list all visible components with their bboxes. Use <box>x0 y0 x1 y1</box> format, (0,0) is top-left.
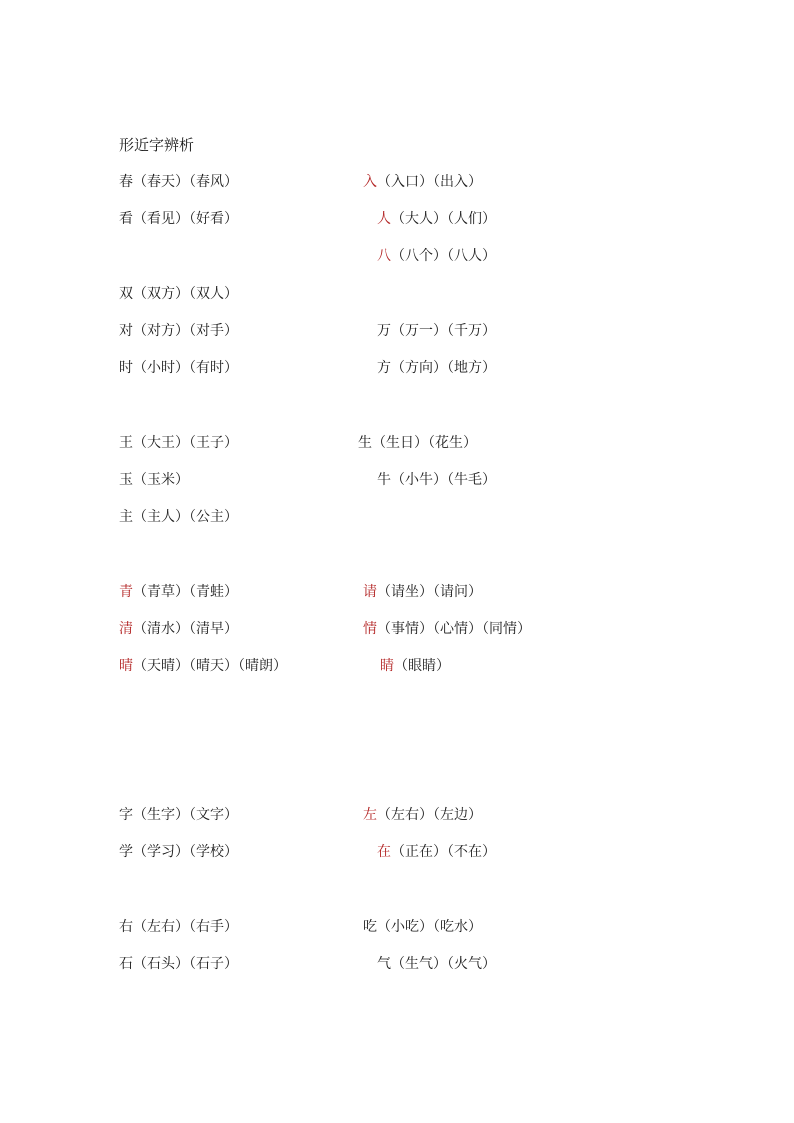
entry-words: （方向）（地方） <box>391 360 496 376</box>
entry-char: 人 <box>377 211 391 227</box>
entry-left-15 <box>119 954 238 974</box>
entry-right-9 <box>363 582 482 602</box>
entry-words: （生气）（火气） <box>391 956 496 972</box>
entry-char: 万 <box>377 323 391 339</box>
entry-words: （眼睛） <box>394 658 450 674</box>
entry-words: （对方）（对手） <box>133 323 238 339</box>
entry-words: （小牛）（牛毛） <box>391 472 496 488</box>
entry-words: （玉米） <box>133 472 189 488</box>
entry-left-3 <box>119 284 238 304</box>
entry-char: 学 <box>119 844 133 860</box>
entry-words: （事情）（心情）（同情） <box>377 621 531 637</box>
entry-left-1 <box>119 209 238 229</box>
entry-char: 春 <box>119 174 133 190</box>
entry-char: 右 <box>119 919 133 935</box>
entry-words: （八个）（八人） <box>391 248 496 264</box>
entry-char: 八 <box>377 248 391 264</box>
entry-right-10 <box>363 619 531 639</box>
entry-words: （石头）（石子） <box>133 956 238 972</box>
entry-char: 吃 <box>363 919 377 935</box>
entry-words: （天晴）（晴天）（晴朗） <box>133 658 287 674</box>
entry-left-8 <box>119 507 238 527</box>
entry-char: 入 <box>363 174 377 190</box>
page-title: 形近字辨析 <box>119 136 195 154</box>
entry-char: 青 <box>119 584 133 600</box>
entry-right-6 <box>358 433 477 453</box>
entry-right-12 <box>363 805 482 825</box>
entry-char: 睛 <box>380 658 394 674</box>
entry-char: 字 <box>119 807 133 823</box>
entry-left-5 <box>119 358 238 378</box>
entry-left-14 <box>119 917 238 937</box>
entry-words: （生日）（花生） <box>372 435 477 451</box>
entry-char: 主 <box>119 509 133 525</box>
entry-left-13 <box>119 842 238 862</box>
entry-char: 生 <box>358 435 372 451</box>
entry-words: （春天）（春风） <box>133 174 238 190</box>
entry-char: 对 <box>119 323 133 339</box>
entry-char: 左 <box>363 807 377 823</box>
entry-right-1 <box>377 209 496 229</box>
entry-words: （主人）（公主） <box>133 509 238 525</box>
entry-words: （小吃）（吃水） <box>377 919 482 935</box>
entry-right-5 <box>377 358 496 378</box>
entry-left-4 <box>119 321 238 341</box>
entry-char: 双 <box>119 286 133 302</box>
entry-words: （看见）（好看） <box>133 211 238 227</box>
entry-char: 请 <box>363 584 377 600</box>
entry-left-0 <box>119 172 238 192</box>
entry-char: 王 <box>119 435 133 451</box>
entry-char: 晴 <box>119 658 133 674</box>
entry-char: 气 <box>377 956 391 972</box>
entry-char: 牛 <box>377 472 391 488</box>
entry-char: 方 <box>377 360 391 376</box>
entry-char: 情 <box>363 621 377 637</box>
entry-words: （生字）（文字） <box>133 807 238 823</box>
entry-words: （大王）（王子） <box>133 435 238 451</box>
entry-words: （小时）（有时） <box>133 360 238 376</box>
entry-char: 看 <box>119 211 133 227</box>
entry-right-13 <box>377 842 496 862</box>
entry-char: 清 <box>119 621 133 637</box>
entry-left-10 <box>119 619 238 639</box>
entry-words: （学习）（学校） <box>133 844 238 860</box>
entry-left-11 <box>119 656 287 676</box>
entry-words: （左右）（左边） <box>377 807 482 823</box>
entry-left-9 <box>119 582 238 602</box>
entry-words: （清水）（清早） <box>133 621 238 637</box>
entry-right-11 <box>380 656 450 676</box>
entry-words: （入口）（出入） <box>377 174 482 190</box>
entry-char: 石 <box>119 956 133 972</box>
entry-left-7 <box>119 470 189 490</box>
entry-char: 时 <box>119 360 133 376</box>
entry-words: （万一）（千万） <box>391 323 496 339</box>
entry-right-15 <box>377 954 496 974</box>
entry-right-4 <box>377 321 496 341</box>
entry-words: （青草）（青蛙） <box>133 584 238 600</box>
entry-words: （正在）（不在） <box>391 844 496 860</box>
entry-right-7 <box>377 470 496 490</box>
entry-left-12 <box>119 805 238 825</box>
entry-words: （双方）（双人） <box>133 286 238 302</box>
entry-char: 在 <box>377 844 391 860</box>
entry-right-0 <box>363 172 482 192</box>
entry-words: （请坐）（请问） <box>377 584 482 600</box>
entry-words: （大人）（人们） <box>391 211 496 227</box>
entry-words: （左右）（右手） <box>133 919 238 935</box>
entry-right-14 <box>363 917 482 937</box>
entry-left-6 <box>119 433 238 453</box>
entry-char: 玉 <box>119 472 133 488</box>
entry-right-2 <box>377 246 496 266</box>
